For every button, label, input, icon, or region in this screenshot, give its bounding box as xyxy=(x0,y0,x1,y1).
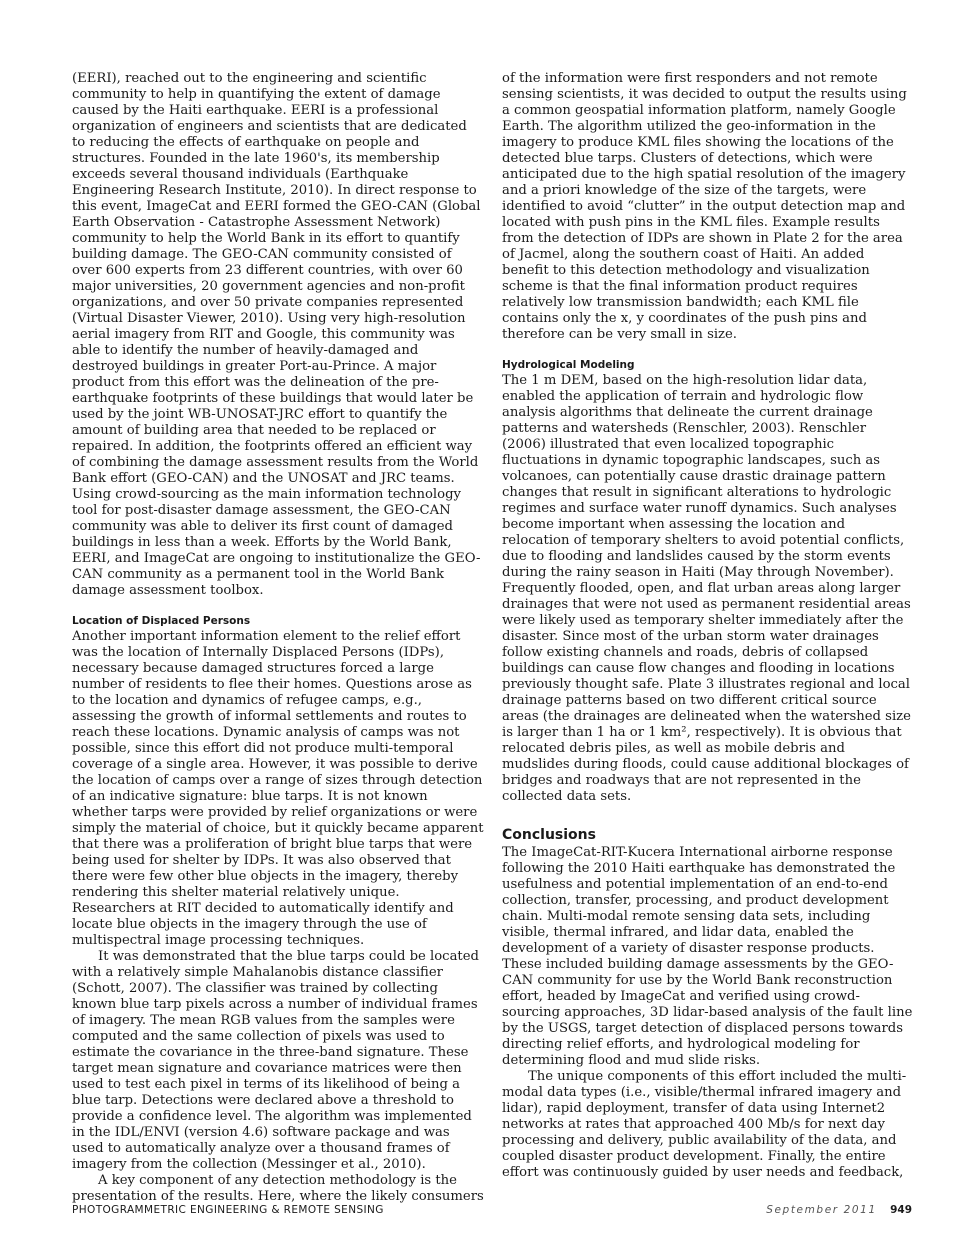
paragraph-hydrological-modeling: The 1 m DEM, based on the high-resolution lidar data, enabled the application of terrain and hydrologic flow analysis algorithms that delineate the current drainage patterns and watersheds (Renschler, 2003). Renschler (2006) illustrated that even localized topographic fluctuations in dynamic topographic landscapes, such as volcanoes, can potentially cause drastic drainage pattern changes that result in significant alterations to hydrologic regimes and surface water runoff dynamics. Such analyses become important when assessing the location and relocation of temporary shelters to avoid potential conflicts, due to flooding and landslides caused by the storm events during the rainy season in Haiti (May through November). Frequently flooded, open, and flat urban areas along larger drainages that were not used as permanent residential areas were likely used as temporary shelter immediately after the disaster. Since most of the urban storm water drainages follow existing channels and roads, debris of collapsed buildings can cause flow changes and flooding in locations previously thought safe. Plate 3 illustrates regional and local drainage patterns based on two different critical source areas (the drainages are delineated when the watershed size is larger than 1 ha or 1 km², respectively). It is obvious that relocated debris piles, as well as mobile debris and mudslides during floods, could cause additional blockages of bridges and roadways that are not represented in the collected data sets. xyxy=(502,373,911,804)
paragraph-displaced-persons: Another important information element to the relief effort was the location of Internally Displaced Persons (IDPs), necessary because damaged structures forced a large number of residents to flee their homes. Questions arose as to the location and dynamics of refugee camps, e.g., assessing the growth of informal settlements and routes to reach these locations. Dynamic analysis of camps was not possible, since this effort did not produce multi-temporal coverage of a single area. However, it was possible to derive the location of camps over a range of sizes through detection of an indicative signature: blue tarps. It is not known whether tarps were provided by relief organizations or were simply the material of choice, but it quickly became apparent that there was a proliferation of bright blue tarps that were being used for shelter by IDPs. It was also observed that there were few other blue objects in the imagery, thereby rendering this shelter material relatively unique. Researchers at RIT decided to automatically identify and locate blue objects in the imagery through the use of multispectral image processing techniques. xyxy=(72,629,484,948)
page-number: 949 xyxy=(890,1204,912,1216)
paragraph-conclusions: The ImageCat-RIT-Kucera International airborne response following the 2010 Haiti earthquake has demonstrated the usefulness and potential implementation of an end-to-end collection, transfer, processing, and product development chain. Multi-modal remote sensing data sets, including visible, thermal infrared, and lidar data, enabled the development of a variety of disaster response products. These included building damage assessments by the GEO-CAN community for use by the World Bank reconstruction effort, headed by ImageCat and verified using crowd-sourcing approaches, 3D lidar-based analysis of the fault line by the USGS, target detection of displaced persons towards directing relief efforts, and hydrological modeling for determining flood and mud slide risks. xyxy=(502,845,913,1068)
paragraph-kml-output: of the information were first responders and not remote sensing scientists, it was decided to output the results using a common geospatial information platform, namely Google Earth. The algorithm utilized the geo-information in the imagery to produce KML files showing the locations of the detected blue tarps. Clusters of detections, which were anticipated due to the high spatial resolution of the imagery and a priori knowledge of the size of the targets, were identified to avoid “clutter” in the output detection map and located with push pins in the KML files. Example results from the detection of IDPs are shown in Plate 2 for the area of Jacmel, along the southern coast of Haiti. An added benefit to this detection methodology and visualization scheme is that the final information product requires relatively low transmission bandwidth; each KML file contains only the x, y coordinates of the push pins and therefore can be very small in size. xyxy=(502,71,907,342)
footer-date: September 2011 xyxy=(766,1204,877,1216)
heading-hydrological-modeling: Hydrological Modeling xyxy=(502,359,635,371)
heading-conclusions: Conclusions xyxy=(502,827,596,843)
paragraph-geo-can: (EERI), reached out to the engineering and scientific community to help in quantifying the extent of damage caused by the Haiti earthquake. EERI is a professional organization of engineers and scientists that are dedicated to reducing the effects of earthquake on people and structures. Founded in the late 1960's, its membership exceeds several thousand individuals (Earthquake Engineering Research Institute, 2010). In direct response to this event, ImageCat and EERI formed the GEO-CAN (Global Earth Observation - Catastrophe Assessment Network) community to help the World Bank in its effort to quantify building damage. The GEO-CAN community consisted of over 600 experts from 23 different countries, with over 60 major universities, 20 government agencies and non-profit organizations, and over 50 private companies represented (Virtual Disaster Viewer, 2010). Using very high-resolution aerial imagery from RIT and Google, this community was able to identify the number of heavily-damaged and destroyed buildings in greater Port-au-Prince. A major product from this effort was the delineation of the pre-earthquake footprints of these buildings that would later be used by the joint WB-UNOSAT-JRC effort to quantify the amount of building area that needed to be replaced or repaired. In addition, the footprints offered an efficient way of combining the damage assessment results from the World Bank effort (GEO-CAN) and the UNOSAT and JRC teams. Using crowd-sourcing as the main information technology tool for post-disaster damage assessment, the GEO-CAN community was able to deliver its first count of damaged buildings in less than a week. Efforts by the World Bank, EERI, and ImageCat are ongoing to institutionalize the GEO-CAN community as a permanent tool in the World Bank damage assessment toolbox. xyxy=(72,71,481,598)
paragraph-unique-components: The unique components of this effort included the multi-modal data types (i.e., visible/thermal infrared imagery and lidar), rapid deployment, transfer of data using Internet2 networks at rates that approached 400 Mb/s for next day processing and delivery, public availability of the data, and coupled disaster product development. Finally, the entire effort was continuously guided by user needs and feedback, xyxy=(502,1069,907,1180)
footer-right xyxy=(766,1204,912,1216)
heading-location-displaced-persons: Location of Displaced Persons xyxy=(72,615,251,627)
right-column xyxy=(502,71,914,1181)
paragraph-mahalanobis: It was demonstrated that the blue tarps could be located with a relatively simple Mahalanobis distance classifier (Schott, 2007). The classifier was trained by collecting known blue tarp pixels across a number of individual frames of imagery. The mean RGB values from the samples were computed and the same collection of pixels was used to estimate the covariance in the three-band signature. These target mean signature and covariance matrices were then used to test each pixel in terms of its likelihood of being a blue tarp. Detections were declared above a threshold to provide a confidence level. The algorithm was implemented in the IDL/ENVI (version 4.6) software package and was used to automatically analyze over a thousand frames of imagery from the collection (Messinger et al., 2010). xyxy=(72,949,479,1172)
left-column xyxy=(72,71,484,1205)
footer-journal-title: PHOTOGRAMMETRIC ENGINEERING & REMOTE SENSING xyxy=(72,1204,384,1216)
paragraph-presentation: A key component of any detection methodology is the presentation of the results. Here, where the likely consumers xyxy=(72,1173,484,1204)
